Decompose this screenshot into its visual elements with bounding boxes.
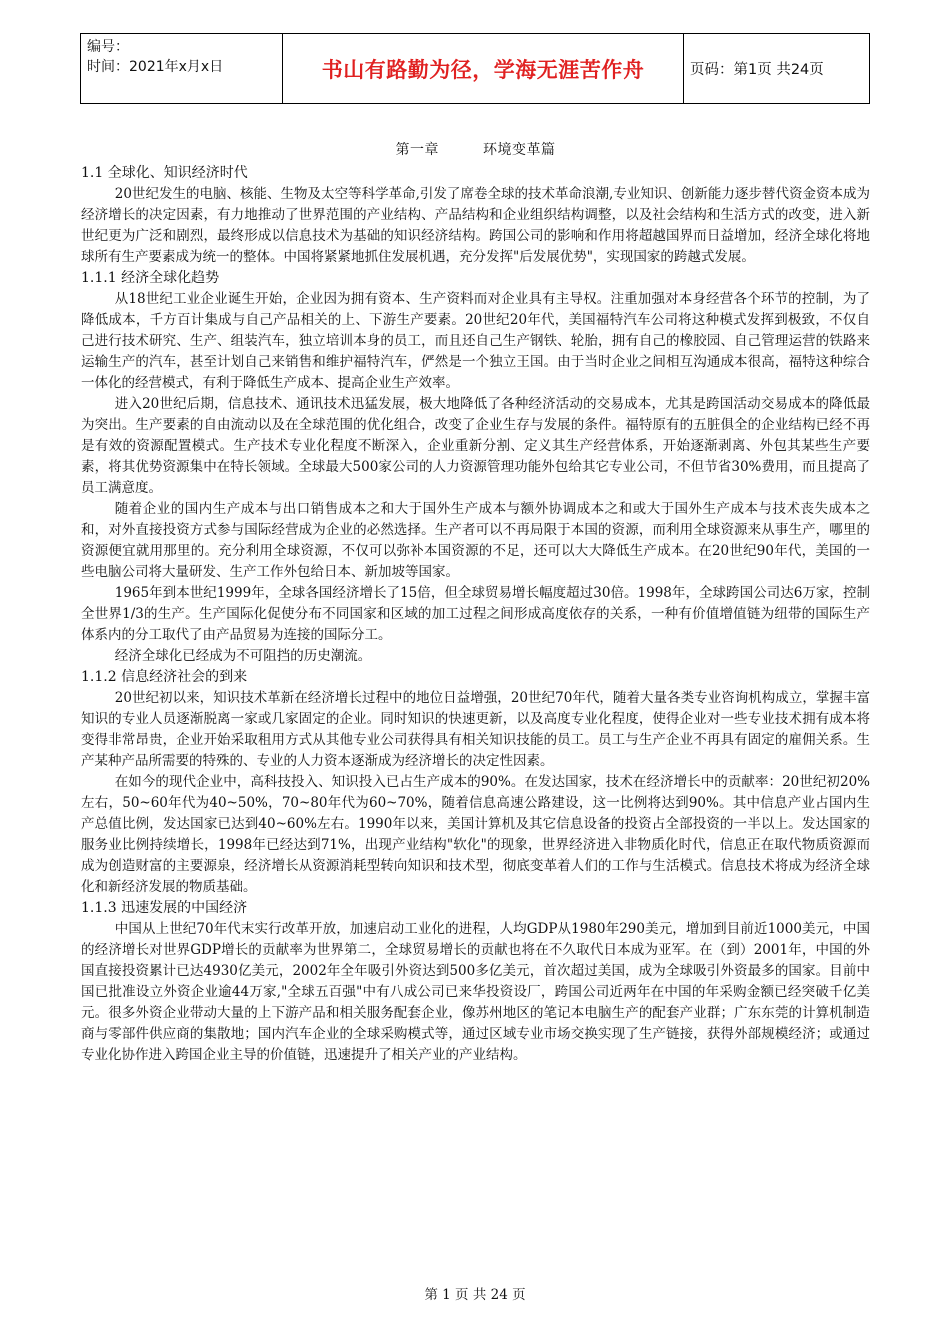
paragraph: 经济全球化已经成为不可阻挡的历史潮流。 (114, 648, 372, 664)
section-1-1-3 (81, 898, 870, 1066)
header-meta (81, 34, 283, 103)
paragraph: 在如今的现代企业中，高科技投入、知识投入已占生产成本的90%。在发达国家，技术在经济增长中的贡献率：20世纪初20%左右，50~60年代为40~50%，70~80年代为60~70%，随着信息高速公路建设，这一比例将达到90%。其中信息产业占国内生产总值比例，发达国家已达到40~60%左右。1990年以来，美国计算机及其它信息设备的投资占全部投资的一半以上。发达国家的服务业比例持续增长，1998年已经达到71%，出现产业结构"软化"的现象，世界经济进入非物质化时代，信息正在取代物质资源而成为创造财富的主要源泉，经济增长从资源消耗型转向知识和技术型，彻底变革着人们的工作与生活模式。信息技术将成为经济全球化和新经济发展的物质基础。 (81, 774, 870, 895)
paragraph: 从18世纪工业企业诞生开始，企业因为拥有资本、生产资料而对企业具有主导权。注重加强对本身经营各个环节的控制，为了降低成本，千方百计集成与自己产品相关的上、下游生产要素。20世纪20年代，美国福特汽车公司将这种模式发挥到极致，不仅自己进行技术研究、生产、组装汽车，独立培训本身的员工，而且还自己生产钢铁、轮胎，拥有自己的橡胶园、自己管理运营的铁路来运输生产的汽车，甚至计划自己来销售和维护福特汽车，俨然是一个独立王国。由于当时企业之间相互沟通成本很高，福特这种综合一体化的经营模式，有利于降低生产成本、提高企业生产效率。 (81, 291, 870, 391)
paragraph: 进入20世纪后期，信息技术、通讯技术迅猛发展，极大地降低了各种经济活动的交易成本，尤其是跨国活动交易成本的降低最为突出。生产要素的自由流动以及在全球范围的优化组合，改变了企业生存与发展的条件。福特原有的五脏俱全的企业结构已经不再是有效的资源配置模式。生产技术专业化程度不断深入，企业重新分割、定义其生产经营体系，开始逐渐剥离、外包其某些生产要素，将其优势资源集中在特长领域。全球最大500家公司的人力资源管理功能外包给其它专业公司，不但节省30%费用，而且提高了员工满意度。 (81, 396, 870, 496)
section-heading: 1.1.1 经济全球化趋势 (81, 270, 220, 286)
paragraph: 随着企业的国内生产成本与出口销售成本之和大于国外生产成本与额外协调成本之和或大于国外生产成本与技术丧失成本之和，对外直接投资方式参与国际经营成为企业的必然选择。生产者可以不再局限于本国的资源，而利用全球资源来从事生产，哪里的资源便宜就用那里的。充分利用全球资源，不仅可以弥补本国资源的不足，还可以大大降低生产成本。在20世纪90年代，美国的一些电脑公司将大量研发、生产工作外包给日本、新加坡等国家。 (81, 501, 870, 580)
chapter-number: 第一章 (395, 142, 439, 158)
section-heading: 1.1.2 信息经济社会的到来 (81, 669, 248, 685)
header-motto: 书山有路勤为径，学海无涯苦作舟 (283, 34, 684, 103)
paragraph: 20世纪发生的电脑、核能、生物及太空等科学革命,引发了席卷全球的技术革命浪潮,专业知识、创新能力逐步替代资金资本成为经济增长的决定因素，有力地推动了世界范围的产业结构、产品结构和企业组织结构调整，以及社会结构和生活方式的改变，进入新世纪更为广泛和剧烈，最终形成以信息技术为基础的知识经济结构。跨国公司的影响和作用将超越国界而日益增加，经济全球化将地球所有生产要素成为统一的整体。中国将紧紧地抓住发展机遇，充分发挥"后发展优势"，实现国家的跨越式发展。 (81, 186, 870, 265)
document-number-label: 编号： (87, 39, 129, 55)
section-1-1-1 (81, 268, 870, 667)
chapter-name: 环境变革篇 (483, 142, 556, 158)
page-footer: 第 1 页 共 24 页 (424, 1287, 526, 1303)
paragraph: 1965年到本世纪1999年，全球各国经济增长了15倍，但全球贸易增长幅度超过30倍。1998年，全球跨国公司达6万家，控制全世界1/3的生产。生产国际化促使分布不同国家和区域的加工过程之间形成高度依存的关系，一种有价值增值链为纽带的国际生产体系内的分工取代了由产品贸易为连接的国际分工。 (81, 585, 870, 643)
section-heading: 1.1.3 迅速发展的中国经济 (81, 900, 248, 916)
document-time-label: 时间：2021年x月x日 (87, 59, 224, 75)
section-1-1 (81, 163, 870, 268)
chapter-title (81, 140, 870, 161)
header-page-info: 页码：第1页 共24页 (690, 62, 824, 78)
document-body (81, 140, 870, 1066)
page-header (80, 33, 870, 104)
section-1-1-2 (81, 667, 870, 898)
paragraph: 中国从上世纪70年代末实行改革开放，加速启动工业化的进程，人均GDP从1980年290美元，增加到目前近1000美元，中国的经济增长对世界GDP增长的贡献率为世界第二，全球贸易增长的贡献也将在不久取代日本成为亚军。在（到）2001年，中国的外国直接投资累计已达4930亿美元，2002年全年吸引外资达到500多亿美元，首次超过美国，成为全球吸引外资最多的国家。目前中国已批准设立外资企业逾44万家,"全球五百强"中有八成公司已来华投资设厂，跨国公司近两年在中国的年采购金额已经突破千亿美元。很多外资企业带动大量的上下游产品和相关服务配套企业，像苏州地区的笔记本电脑生产的配套产业群；广东东莞的计算机制造商与零部件供应商的集散地；国内汽车企业的全球采购模式等，通过区域专业市场交换实现了生产链接，获得外部规模经济；或通过专业化协作进入跨国企业主导的价值链，迅速提升了相关产业的产业结构。 (81, 921, 870, 1063)
section-heading: 1.1 全球化、知识经济时代 (81, 165, 248, 181)
paragraph: 20世纪初以来，知识技术革新在经济增长过程中的地位日益增强，20世纪70年代，随着大量各类专业咨询机构成立，掌握丰富知识的专业人员逐渐脱离一家或几家固定的企业。同时知识的快速更新，以及高度专业化程度，使得企业对一些专业技术拥有成本将变得非常昂贵，企业开始采取租用方式从其他专业公司获得具有相关知识技能的员工。员工与生产企业不再具有固定的雇佣关系。生产某种产品所需要的特殊的、专业的人力资本逐渐成为经济增长的决定性因素。 (81, 690, 870, 769)
